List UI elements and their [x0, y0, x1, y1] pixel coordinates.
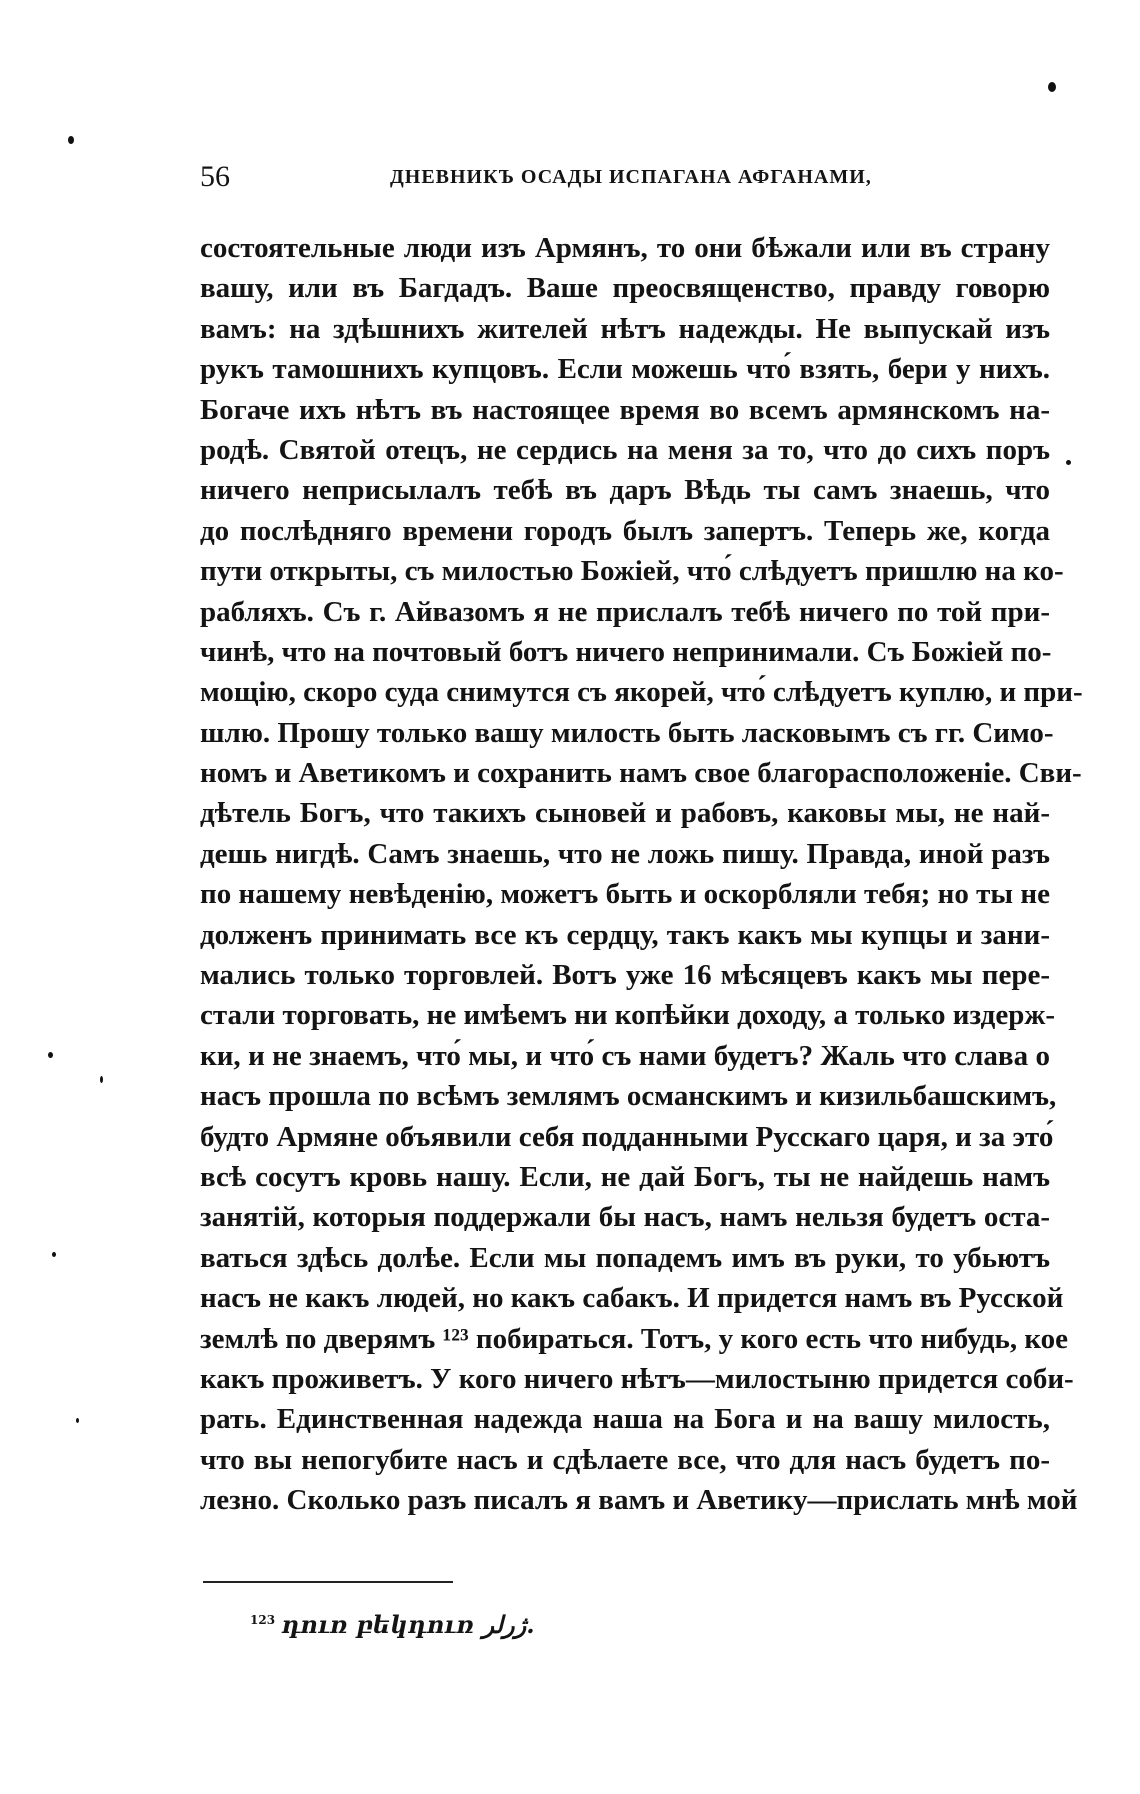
text-line: Богаче ихъ нѣтъ въ настоящее время во всемъ армянскомъ на-: [200, 393, 1050, 426]
footnote-marker: 123: [250, 1613, 276, 1627]
scan-speck: [48, 1052, 53, 1058]
text-line: что вы непогубите насъ и сдѣлаете все, что для насъ будетъ по-: [200, 1443, 1050, 1476]
text-line: занятій, которыя поддержали бы насъ, намъ нельзя будетъ оста-: [200, 1201, 1050, 1234]
footnote-divider: [203, 1581, 453, 1583]
text-line: состоятельные люди изъ Армянъ, то они бѣжали или въ страну: [200, 232, 1050, 264]
running-title: ДНЕВНИКЪ ОСАДЫ ИСПАГАНА АФГАНАМИ,: [390, 166, 872, 188]
body-text: [200, 228, 1083, 1521]
text-line: насъ прошла по всѣмъ землямъ османскимъ и кизильбашскимъ,: [200, 1080, 1057, 1113]
text-line: будто Армяне объявили себя подданными Русскаго царя, и за это́: [200, 1120, 1054, 1153]
text-line: стали торговать, не имѣемъ ни копѣйки доходу, а только издерж-: [200, 999, 1056, 1032]
text-line: рабляхъ. Съ г. Айвазомъ я не прислалъ тебѣ ничего по той при-: [200, 595, 1050, 628]
text-line: рукъ тамошнихъ купцовъ. Если можешь что́ взять, бери у нихъ.: [200, 353, 1050, 386]
scan-speck: [1066, 460, 1071, 465]
footnote-text: դուռ բեկդուռ ژرلر.: [281, 1610, 535, 1639]
text-line: ничего неприсылалъ тебѣ въ даръ Вѣдь ты самъ знаешь, что: [200, 474, 1050, 507]
text-line: мались только торговлей. Вотъ уже 16 мѣсяцевъ какъ мы пере-: [200, 959, 1050, 992]
scan-speck: [100, 1076, 103, 1083]
text-line: до послѣдняго времени городъ былъ запертъ. Теперь же, когда: [200, 514, 1050, 547]
text-line: чинѣ, что на почтовый ботъ ничего непринимали. Съ Божіей по-: [200, 635, 1052, 668]
text-line: ки, и не знаемъ, что́ мы, и что́ съ нами будетъ? Жаль что слава о: [200, 1039, 1050, 1072]
footnote: [250, 1610, 535, 1639]
text-line: ваться здѣсь долѣе. Если мы попадемъ имъ въ руки, то убьютъ: [200, 1241, 1050, 1274]
text-line: родѣ. Святой отецъ, не сердись на меня за то, что до сихъ поръ: [200, 433, 1050, 466]
text-line: шлю. Прошу только вашу милость быть ласковымъ съ гг. Симо-: [200, 716, 1054, 749]
page-header: [200, 160, 1050, 200]
scan-speck: [68, 136, 74, 144]
text-line: дешь нигдѣ. Самъ знаешь, что не ложь пишу. Правда, иной разъ: [200, 837, 1050, 870]
text-line: долженъ принимать все къ сердцу, такъ какъ мы купцы и зани-: [200, 918, 1050, 951]
text-line: по нашему невѣденію, можетъ быть и оскорбляли тебя; но ты не: [200, 878, 1050, 911]
scan-speck: [76, 1418, 79, 1423]
text-line: рать. Единственная надежда наша на Бога и на вашу милость,: [200, 1403, 1050, 1436]
text-line: землѣ по дверямъ ¹²³ побираться. Тотъ, у кого есть что нибудь, кое: [200, 1322, 1069, 1355]
page-number: 56: [200, 160, 230, 193]
text-line: лезно. Сколько разъ писалъ я вамъ и Аветику—прислать мнѣ мой: [200, 1484, 1078, 1517]
text-line: номъ и Аветикомъ и сохранить намъ свое благорасположеніе. Сви-: [200, 757, 1082, 790]
text-line: всѣ сосутъ кровь нашу. Если, не дай Богъ, ты не найдешь намъ: [200, 1160, 1050, 1193]
text-line: вашу, или въ Багдадъ. Ваше преосвященство, правду говорю: [200, 272, 1050, 305]
text-line: вамъ: на здѣшнихъ жителей нѣтъ надежды. Не выпускай изъ: [200, 312, 1050, 345]
text-line: какъ проживетъ. У кого ничего нѣтъ—милостыню придется соби-: [200, 1362, 1074, 1395]
text-line: мощію, скоро суда снимутся съ якорей, что́ слѣдуетъ куплю, и при-: [200, 676, 1083, 709]
text-line: дѣтель Богъ, что такихъ сыновей и рабовъ, каковы мы, не най-: [200, 797, 1050, 830]
text-line: насъ не какъ людей, но какъ сабакъ. И придется намъ въ Русской: [200, 1282, 1064, 1315]
scan-speck: [1048, 82, 1056, 92]
scan-speck: [52, 1252, 56, 1257]
text-line: пути открыты, съ милостью Божіей, что́ слѣдуетъ пришлю на ко-: [200, 555, 1064, 588]
